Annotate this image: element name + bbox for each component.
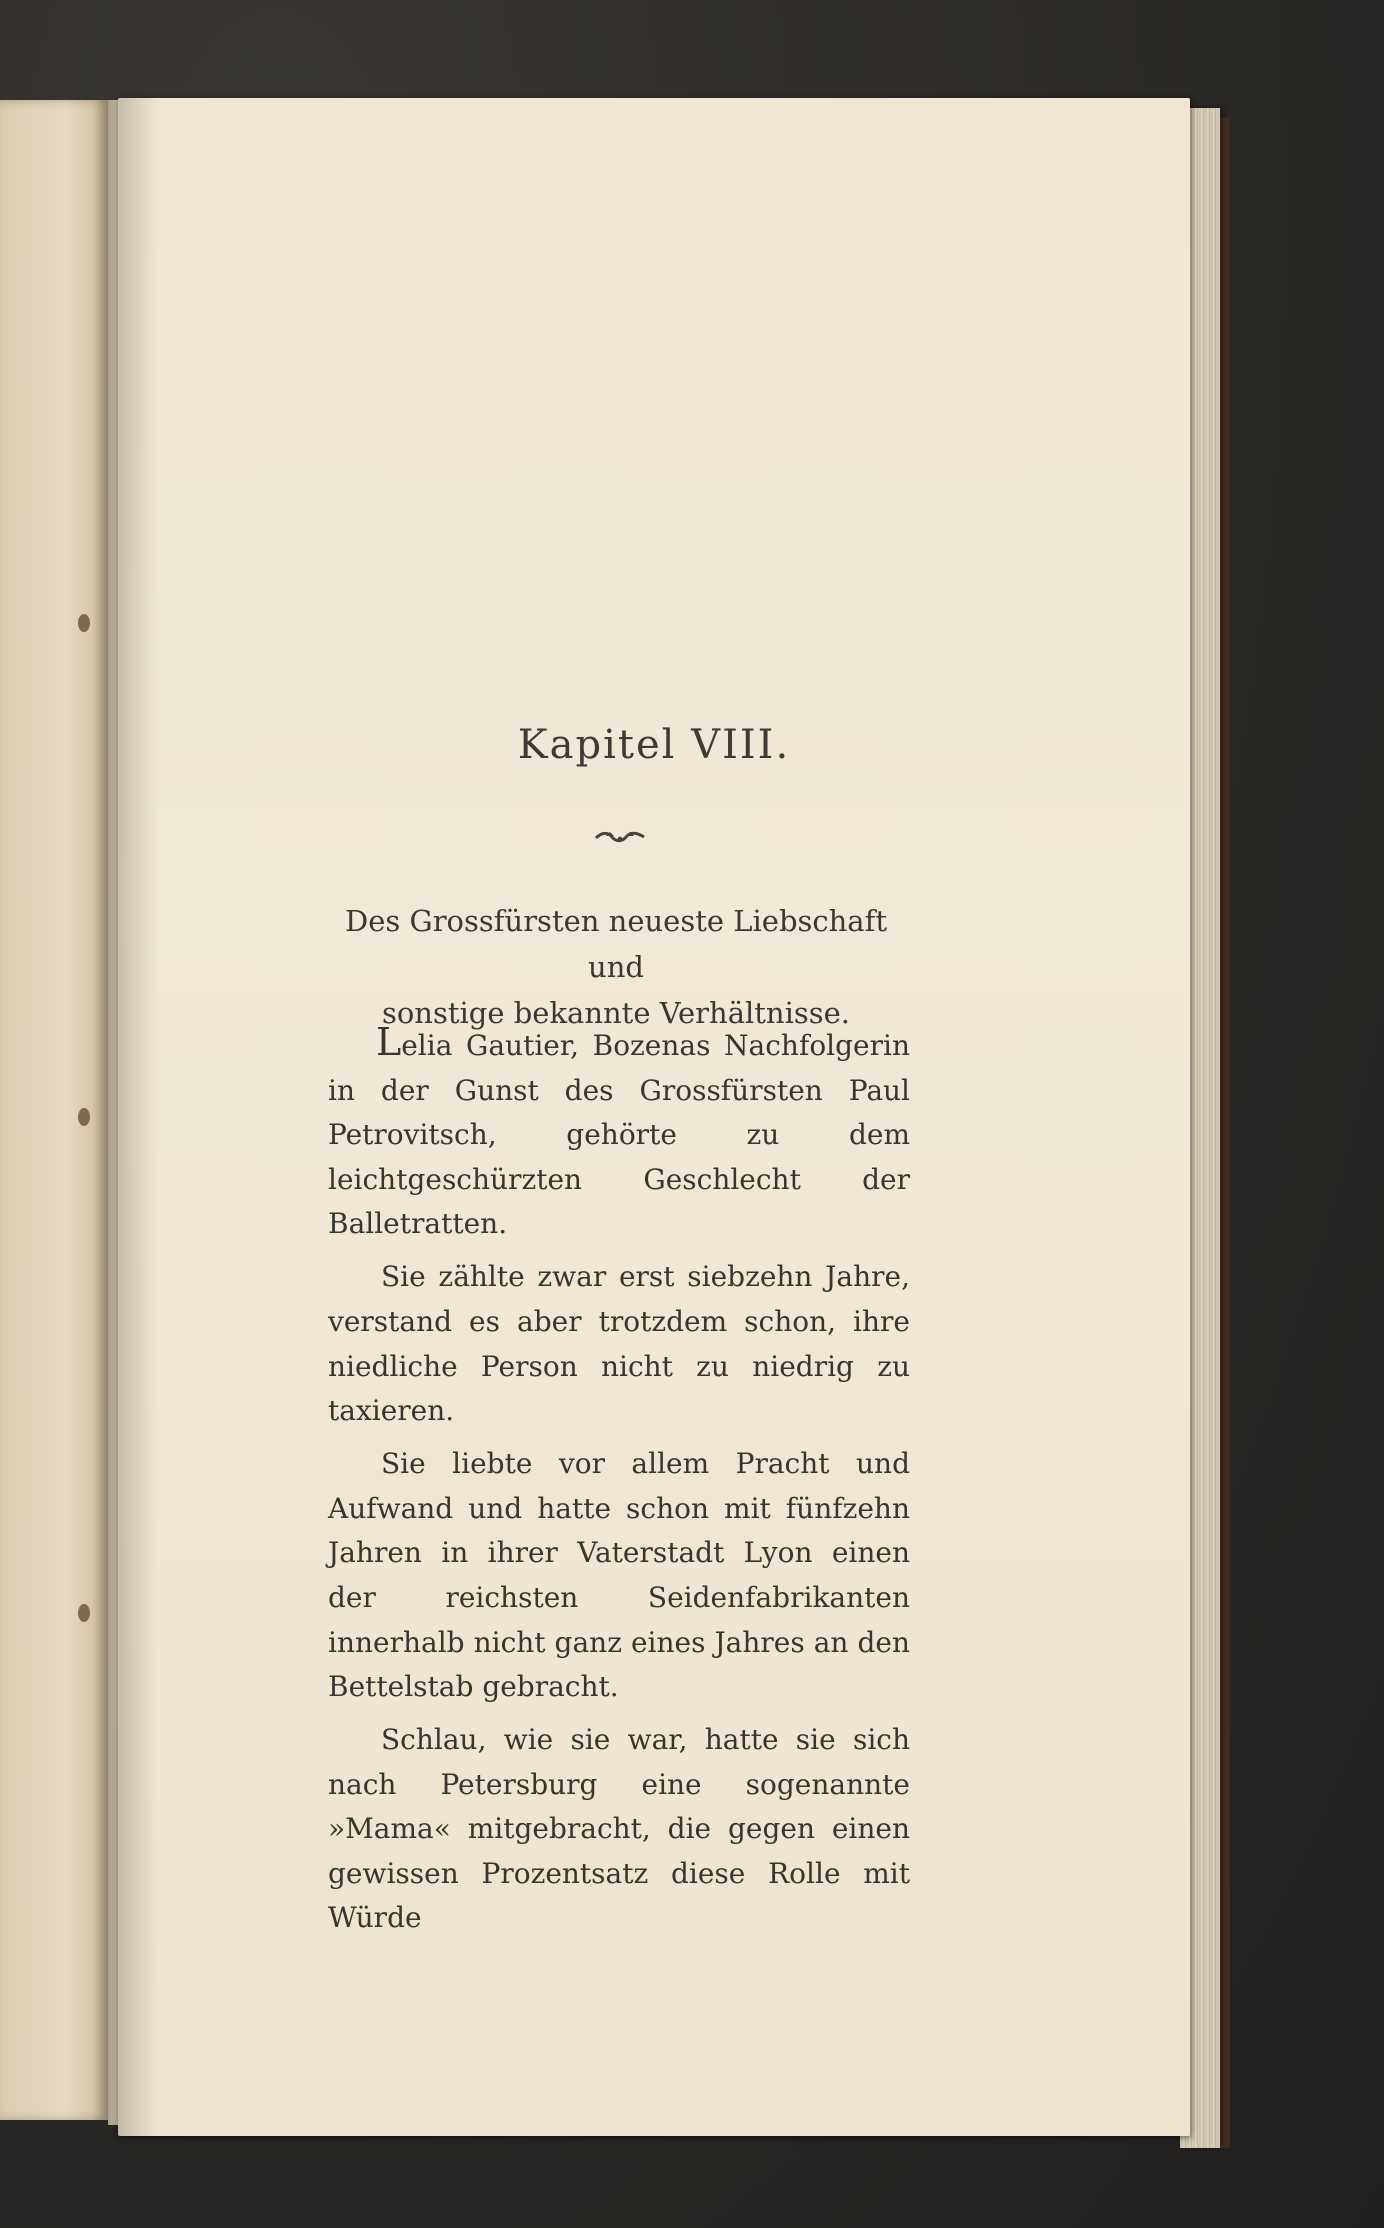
page-gutter-shadow	[118, 98, 158, 2136]
binding-holes	[76, 100, 96, 2120]
binding-hole	[78, 614, 90, 632]
ornament-flourish-icon	[592, 828, 648, 846]
body-text	[328, 1020, 910, 1949]
initial-letter: L	[376, 1020, 402, 1064]
paragraph-1	[328, 1020, 910, 1247]
subtitle-line-2: sonstige bekannte Verhältnisse.	[381, 996, 851, 1030]
paragraph-3: Sie liebte vor allem Pracht und Aufwand und hatte schon mit fünfzehn Jahren in ihrer Vaterstadt Lyon einen der reichsten Seidenfabrikanten innerhalb nicht ganz eines Jahres an den Bettelstab gebracht.	[328, 1447, 910, 1704]
paragraph-4: Schlau, wie sie war, hatte sie sich nach Petersburg eine sogenannte »Mama« mitgebracht, die gegen einen gewissen Prozentsatz diese Rolle mit Würde	[328, 1723, 910, 1935]
chapter-title: Kapitel VIII.	[517, 722, 791, 768]
binding-hole	[78, 1604, 90, 1622]
binding-hole	[78, 1108, 90, 1126]
paragraph-2: Sie zählte zwar erst siebzehn Jahre, verstand es aber trotzdem schon, ihre niedliche Person nicht zu niedrig zu taxieren.	[328, 1260, 910, 1428]
chapter-subtitle	[322, 898, 910, 1036]
subtitle-line-1: Des Grossfürsten neueste Liebschaft und	[345, 904, 887, 984]
paragraph-1-text: elia Gautier, Bozenas Nachfolgerin in der Gunst des Grossfürsten Paul Petrovitsch, gehörte zu dem leichtgeschürzten Geschlecht der Balletratten.	[328, 1029, 910, 1241]
